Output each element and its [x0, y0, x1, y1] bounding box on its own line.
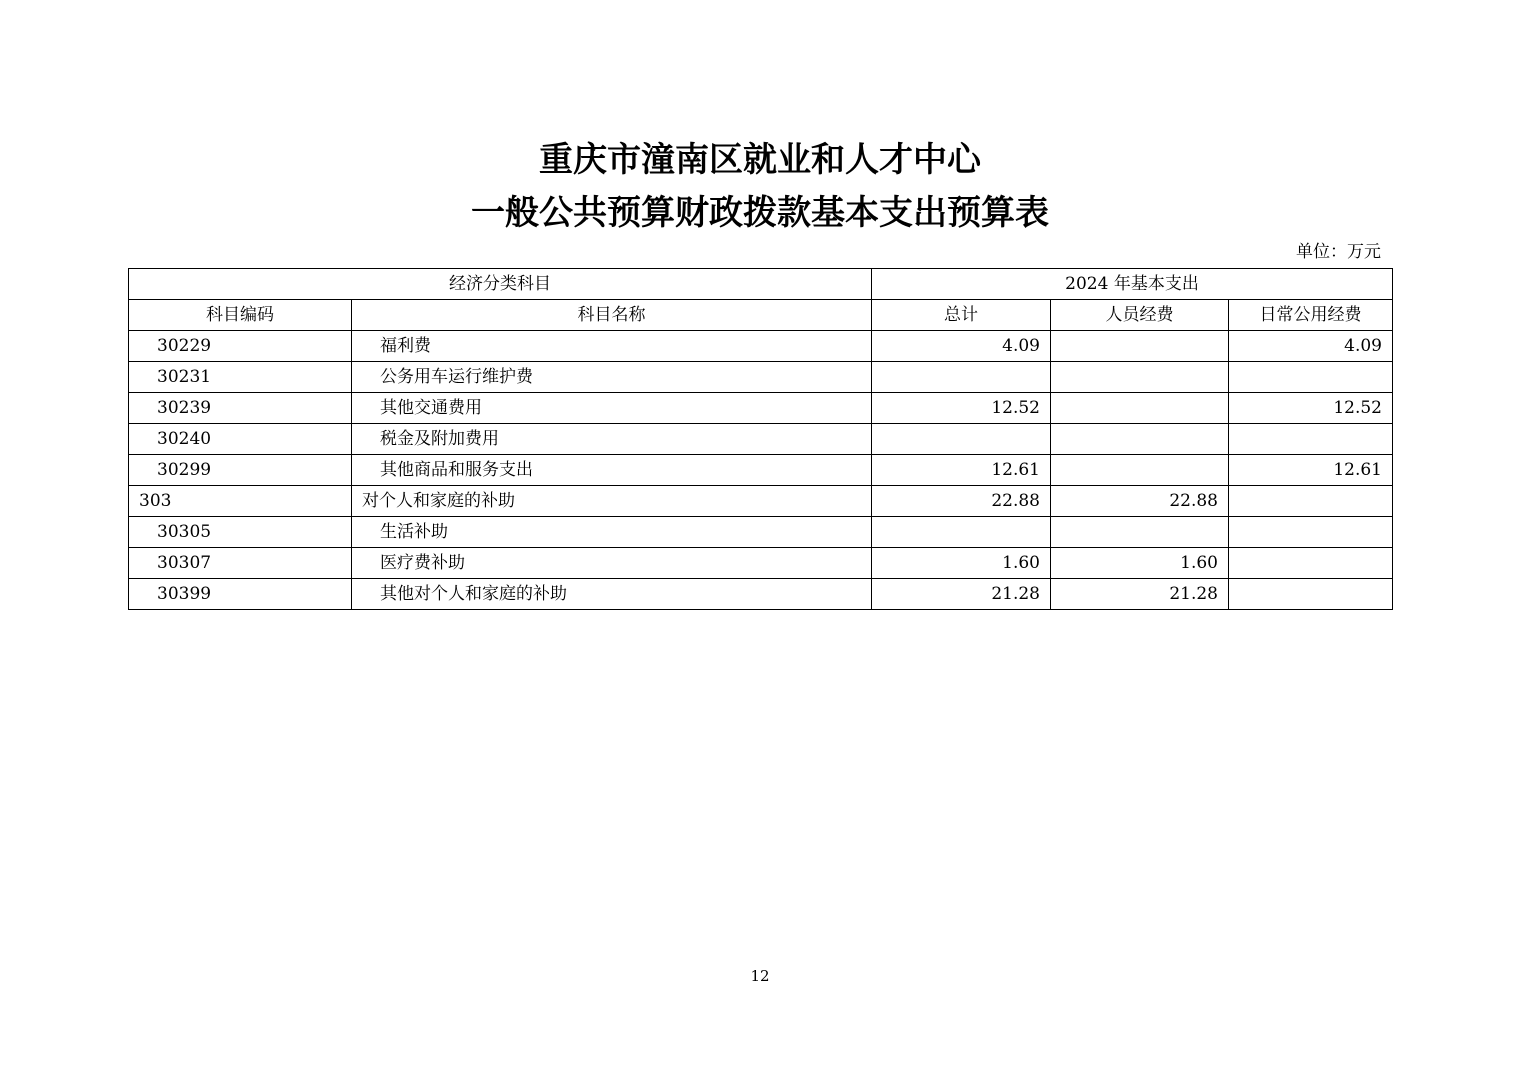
row-name: 生活补助 — [352, 517, 872, 548]
row-total — [872, 362, 1051, 393]
row-name: 公务用车运行维护费 — [352, 362, 872, 393]
row-personnel: 21.28 — [1051, 579, 1229, 610]
row-code: 30307 — [129, 548, 352, 579]
row-public — [1229, 548, 1393, 579]
table-row — [129, 486, 1393, 517]
row-code: 303 — [129, 486, 352, 517]
document-title-line-1: 重庆市潼南区就业和人才中心 — [539, 140, 981, 180]
table-column-header-row — [129, 300, 1393, 331]
row-code: 30231 — [129, 362, 352, 393]
row-personnel: 22.88 — [1051, 486, 1229, 517]
row-code: 30240 — [129, 424, 352, 455]
row-code: 30239 — [129, 393, 352, 424]
personnel-column-header: 人员经费 — [1051, 300, 1229, 331]
row-public: 12.61 — [1229, 455, 1393, 486]
row-name: 税金及附加费用 — [352, 424, 872, 455]
row-public — [1229, 486, 1393, 517]
row-total: 21.28 — [872, 579, 1051, 610]
row-total: 4.09 — [872, 331, 1051, 362]
row-personnel — [1051, 362, 1229, 393]
row-personnel — [1051, 517, 1229, 548]
classification-group-header: 经济分类科目 — [129, 269, 872, 300]
row-total — [872, 424, 1051, 455]
row-public — [1229, 362, 1393, 393]
row-public — [1229, 517, 1393, 548]
row-personnel — [1051, 455, 1229, 486]
table-row — [129, 331, 1393, 362]
table-group-header-row — [129, 269, 1393, 300]
name-column-header: 科目名称 — [352, 300, 872, 331]
row-name: 其他商品和服务支出 — [352, 455, 872, 486]
row-public — [1229, 579, 1393, 610]
row-total: 12.52 — [872, 393, 1051, 424]
code-column-header: 科目编码 — [129, 300, 352, 331]
table-row — [129, 517, 1393, 548]
row-total: 22.88 — [872, 486, 1051, 517]
public-column-header: 日常公用经费 — [1229, 300, 1393, 331]
row-personnel — [1051, 393, 1229, 424]
row-public: 12.52 — [1229, 393, 1393, 424]
row-code: 30399 — [129, 579, 352, 610]
total-column-header: 总计 — [872, 300, 1051, 331]
table-row — [129, 579, 1393, 610]
row-total: 1.60 — [872, 548, 1051, 579]
row-public: 4.09 — [1229, 331, 1393, 362]
row-name: 对个人和家庭的补助 — [352, 486, 872, 517]
row-public — [1229, 424, 1393, 455]
row-name: 医疗费补助 — [352, 548, 872, 579]
row-personnel — [1051, 331, 1229, 362]
unit-label: 单位：万元 — [1296, 242, 1381, 262]
page-number: 12 — [750, 967, 770, 985]
budget-table — [128, 268, 1393, 610]
row-total: 12.61 — [872, 455, 1051, 486]
table-row — [129, 393, 1393, 424]
table-row — [129, 424, 1393, 455]
row-personnel — [1051, 424, 1229, 455]
document-title-line-2: 一般公共预算财政拨款基本支出预算表 — [471, 193, 1049, 233]
row-total — [872, 517, 1051, 548]
row-code: 30305 — [129, 517, 352, 548]
expenditure-group-header: 2024 年基本支出 — [872, 269, 1393, 300]
row-code: 30299 — [129, 455, 352, 486]
table-row — [129, 455, 1393, 486]
row-personnel: 1.60 — [1051, 548, 1229, 579]
row-name: 福利费 — [352, 331, 872, 362]
row-name: 其他对个人和家庭的补助 — [352, 579, 872, 610]
table-row — [129, 362, 1393, 393]
row-code: 30229 — [129, 331, 352, 362]
row-name: 其他交通费用 — [352, 393, 872, 424]
table-row — [129, 548, 1393, 579]
